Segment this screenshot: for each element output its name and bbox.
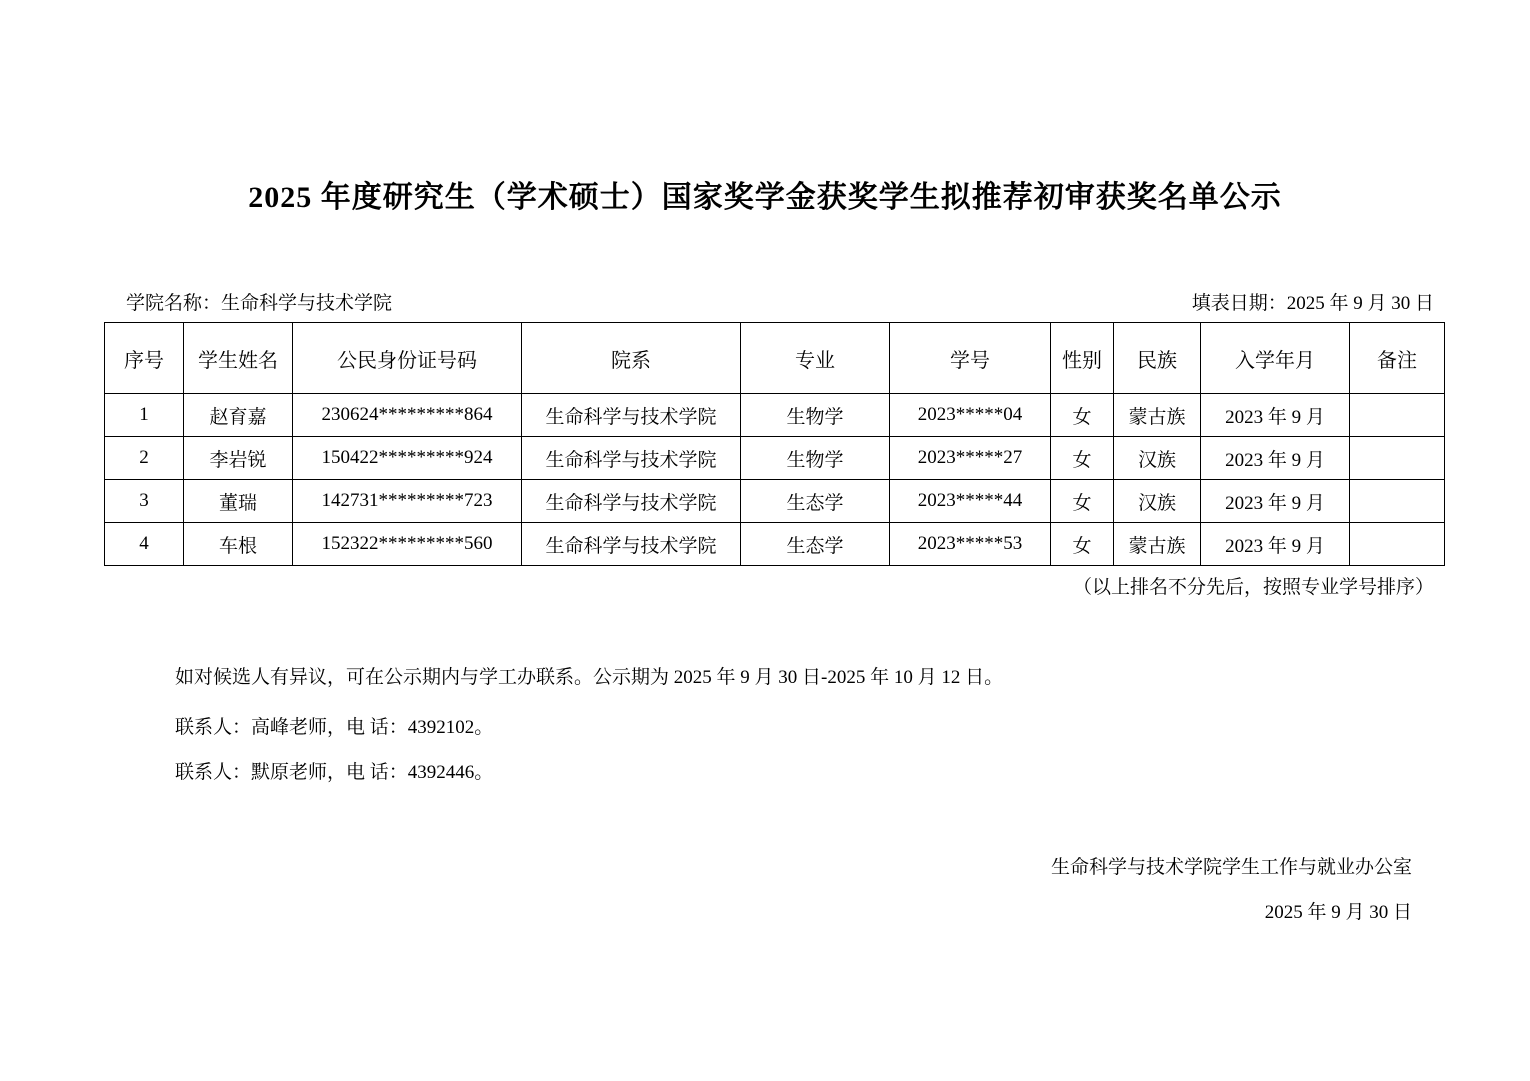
- cell-index: 1: [105, 394, 184, 437]
- column-header-major: 专业: [741, 323, 890, 394]
- cell-gender: 女: [1051, 523, 1114, 566]
- column-header-remark: 备注: [1350, 323, 1445, 394]
- contact-line-1: 联系人：高峰老师，电 话：4392102。: [175, 717, 494, 738]
- table-row: [105, 437, 1445, 480]
- cell-index: 2: [105, 437, 184, 480]
- cell-major: 生物学: [741, 437, 890, 480]
- column-header-id-number: 公民身份证号码: [293, 323, 522, 394]
- cell-index: 4: [105, 523, 184, 566]
- cell-index: 3: [105, 480, 184, 523]
- table-row: [105, 480, 1445, 523]
- college-name-label: 学院名称：生命科学与技术学院: [126, 293, 393, 314]
- cell-ethnicity: 蒙古族: [1114, 523, 1201, 566]
- cell-remark: [1350, 437, 1445, 480]
- column-header-enroll-date: 入学年月: [1201, 323, 1350, 394]
- table-row: [105, 523, 1445, 566]
- cell-gender: 女: [1051, 394, 1114, 437]
- column-header-index: 序号: [105, 323, 184, 394]
- table-row: [105, 394, 1445, 437]
- cell-id-number: 150422*********924: [293, 437, 522, 480]
- cell-gender: 女: [1051, 437, 1114, 480]
- cell-name: 赵育嘉: [184, 394, 293, 437]
- cell-remark: [1350, 523, 1445, 566]
- cell-name: 车根: [184, 523, 293, 566]
- objection-notice: 如对候选人有异议，可在公示期内与学工办联系。公示期为 2025 年 9 月 30 日-2025 年 10 月 12 日。: [175, 667, 1004, 688]
- column-header-gender: 性别: [1051, 323, 1114, 394]
- table-header-row: [105, 323, 1445, 394]
- signature-date: 2025 年 9 月 30 日: [1264, 902, 1412, 923]
- cell-department: 生命科学与技术学院: [522, 394, 741, 437]
- cell-enroll-date: 2023 年 9 月: [1201, 394, 1350, 437]
- cell-name: 董瑞: [184, 480, 293, 523]
- cell-remark: [1350, 394, 1445, 437]
- column-header-name: 学生姓名: [184, 323, 293, 394]
- cell-major: 生物学: [741, 394, 890, 437]
- cell-major: 生态学: [741, 480, 890, 523]
- cell-enroll-date: 2023 年 9 月: [1201, 480, 1350, 523]
- cell-remark: [1350, 480, 1445, 523]
- column-header-ethnicity: 民族: [1114, 323, 1201, 394]
- ranking-note: （以上排名不分先后，按照专业学号排序）: [1072, 577, 1434, 598]
- cell-gender: 女: [1051, 480, 1114, 523]
- cell-major: 生态学: [741, 523, 890, 566]
- cell-id-number: 142731*********723: [293, 480, 522, 523]
- cell-name: 李岩锐: [184, 437, 293, 480]
- page-title: 2025 年度研究生（学术硕士）国家奖学金获奖学生拟推荐初审获奖名单公示: [248, 181, 1282, 214]
- cell-id-number: 230624*********864: [293, 394, 522, 437]
- column-header-department: 院系: [522, 323, 741, 394]
- cell-ethnicity: 蒙古族: [1114, 394, 1201, 437]
- cell-department: 生命科学与技术学院: [522, 523, 741, 566]
- cell-student-no: 2023*****53: [890, 523, 1051, 566]
- cell-id-number: 152322*********560: [293, 523, 522, 566]
- cell-student-no: 2023*****27: [890, 437, 1051, 480]
- contact-line-2: 联系人：默原老师，电 话：4392446。: [175, 762, 494, 783]
- cell-department: 生命科学与技术学院: [522, 480, 741, 523]
- award-list-table: [104, 322, 1445, 566]
- cell-ethnicity: 汉族: [1114, 480, 1201, 523]
- cell-ethnicity: 汉族: [1114, 437, 1201, 480]
- cell-student-no: 2023*****44: [890, 480, 1051, 523]
- column-header-student-no: 学号: [890, 323, 1051, 394]
- cell-enroll-date: 2023 年 9 月: [1201, 523, 1350, 566]
- cell-student-no: 2023*****04: [890, 394, 1051, 437]
- cell-enroll-date: 2023 年 9 月: [1201, 437, 1350, 480]
- signature-organization: 生命科学与技术学院学生工作与就业办公室: [1050, 857, 1412, 878]
- fill-date-label: 填表日期：2025 年 9 月 30 日: [1191, 293, 1434, 314]
- cell-department: 生命科学与技术学院: [522, 437, 741, 480]
